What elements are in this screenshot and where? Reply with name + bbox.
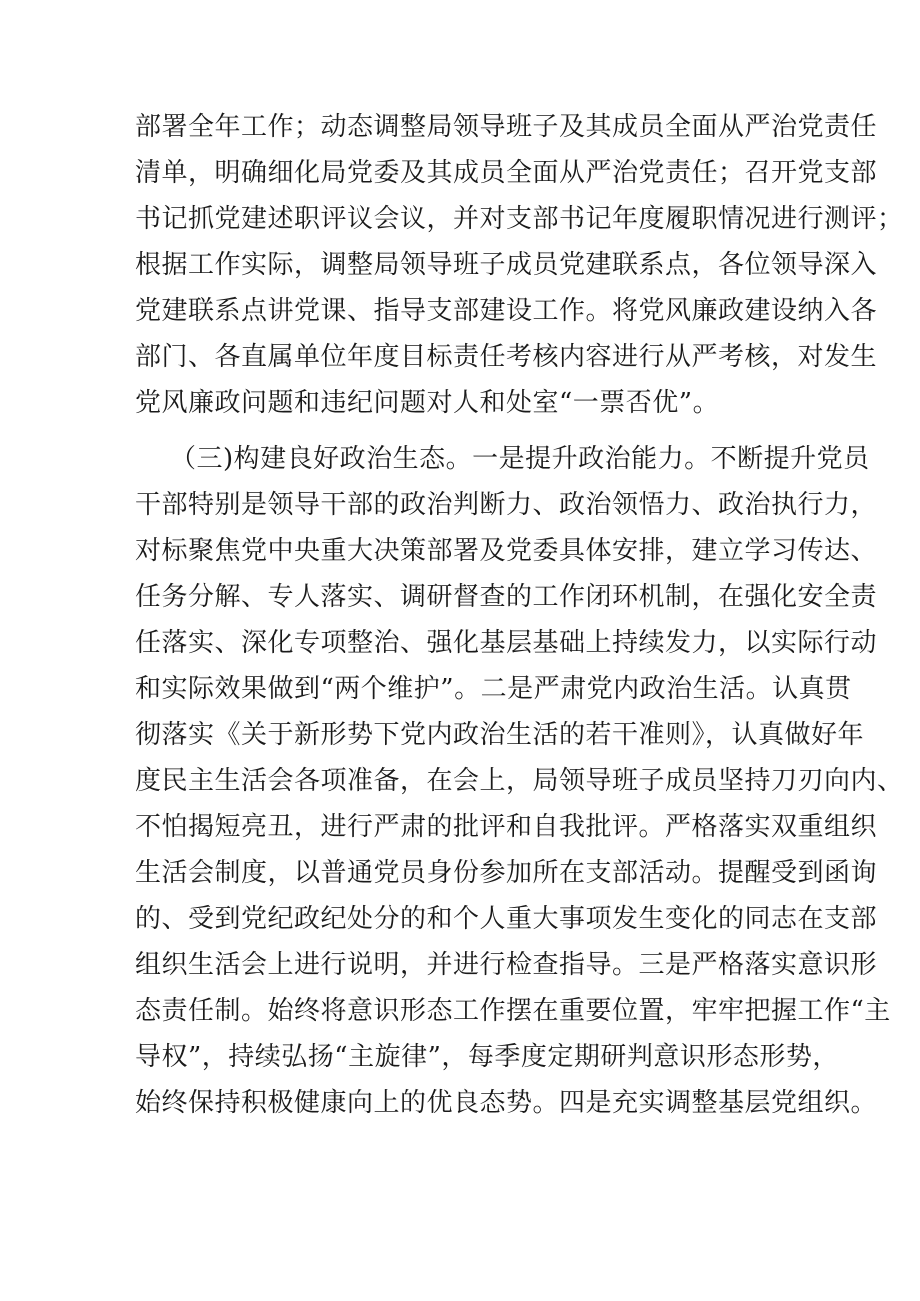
text-line: 书记抓党建述职评议会议，并对支部书记年度履职情况进行测评； (135, 204, 904, 234)
text-line: 组织生活会上进行说明，并进行检查指导。三是严格落实意识形 (135, 950, 878, 980)
text-line: 部署全年工作；动态调整局领导班子及其成员全面从严治党责任 (135, 112, 878, 142)
text-line: 任落实、深化专项整治、强化基层基础上持续发力，以实际行动 (135, 628, 878, 658)
section-heading-line: （三)构建良好政治生态。一是提升政治能力。不断提升党员 (170, 444, 870, 474)
text-line: 彻落实《关于新形势下党内政治生活的若干准则》，认真做好年 (135, 720, 865, 750)
text-line: 导权”，持续弘扬“主旋律”，每季度定期研判意识形态形势， (135, 1042, 839, 1072)
text-line: 始终保持积极健康向上的优良态势。四是充实调整基层党组织。 (135, 1088, 878, 1118)
text-line: 和实际效果做到“两个维护”。二是严肃党内政治生活。认真贯 (135, 674, 852, 704)
text-line: 对标聚焦党中央重大决策部署及党委具体安排，建立学习传达、 (135, 536, 878, 566)
text-line: 党风廉政问题和违纪问题对人和处室“一票否优”。 (135, 388, 720, 418)
text-line: 任务分解、专人落实、调研督查的工作闭环机制，在强化安全责 (135, 582, 878, 612)
text-line: 党建联系点讲党课、指导支部建设工作。将党风廉政建设纳入各 (135, 296, 878, 326)
text-line: 部门、各直属单位年度目标责任考核内容进行从严考核，对发生 (135, 342, 878, 372)
text-line: 度民主生活会各项准备，在会上，局领导班子成员坚持刀刃向内、 (135, 766, 904, 796)
text-line: 态责任制。始终将意识形态工作摆在重要位置，牢牢把握工作“主 (135, 996, 891, 1026)
text-line: 不怕揭短亮丑，进行严肃的批评和自我批评。严格落实双重组织 (135, 812, 878, 842)
text-line: 干部特别是领导干部的政治判断力、政治领悟力、政治执行力， (135, 490, 878, 520)
text-line: 生活会制度，以普通党员身份参加所在支部活动。提醒受到函询 (135, 858, 878, 888)
text-line: 根据工作实际，调整局领导班子成员党建联系点，各位领导深入 (135, 250, 878, 280)
text-line: 的、受到党纪政纪处分的和个人重大事项发生变化的同志在支部 (135, 904, 878, 934)
text-line: 清单，明确细化局党委及其成员全面从严治党责任；召开党支部 (135, 158, 878, 188)
